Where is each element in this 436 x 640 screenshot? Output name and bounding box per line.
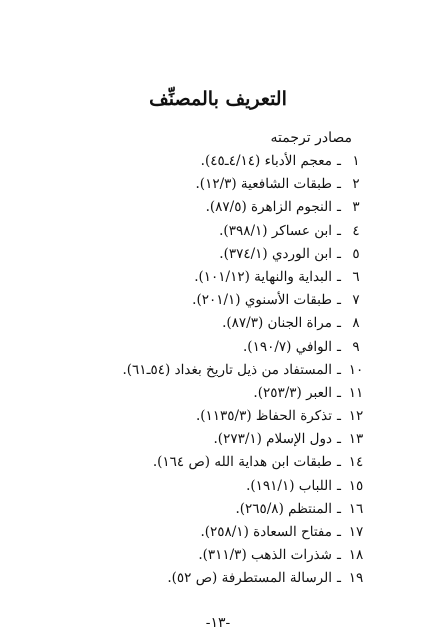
item-text: طبقات الأسنوي (٢٠١/١).: [192, 292, 332, 309]
sources-list: [56, 150, 366, 591]
item-text: النجوم الزاهرة (٨٧/٥).: [205, 199, 332, 216]
item-text: الوافي (١٩٠/٧).: [243, 338, 332, 355]
list-item: ٢ ـ طبقات الشافعية (١٢/٣).: [56, 173, 366, 196]
item-text: معجم الأدباء (٤/١٤ـ٤٥).: [200, 153, 332, 169]
item-number: ١٦: [348, 500, 364, 517]
item-text: طبقات الشافعية (١٢/٣).: [195, 176, 332, 193]
item-text: ابن الوردي (٣٧٤/١).: [219, 245, 332, 262]
item-text: دول الإسلام (٢٧٣/١).: [213, 431, 332, 448]
list-item: ٣ ـ النجوم الزاهرة (٨٧/٥).: [56, 196, 366, 219]
list-item: ١٧ ـ مفتاح السعادة (٢٥٨/١).: [56, 521, 366, 544]
list-item: ٩ ـ الوافي (١٩٠/٧).: [56, 336, 366, 359]
item-number: ١٧: [348, 524, 364, 540]
item-number: ٦: [352, 268, 360, 285]
list-item: ١٤ ـ طبقات ابن هداية الله (ص ١٦٤).: [56, 451, 366, 474]
chapter-title: التعريف بالمصنِّف: [149, 88, 287, 110]
list-item: ١ ـ معجم الأدباء (٤/١٤ـ٤٥).: [56, 150, 366, 173]
item-text: تذكرة الحفاظ (١١٣٥/٣).: [195, 408, 332, 425]
item-text: العبر (٢٥٣/٣).: [253, 384, 332, 401]
item-text: مراة الجنان (٨٧/٣).: [222, 315, 332, 332]
list-item: ١١ ـ العبر (٢٥٣/٣).: [56, 382, 366, 405]
item-number: ٣: [352, 199, 360, 216]
item-number: ١٩: [348, 570, 364, 587]
item-number: ١١: [348, 384, 364, 401]
list-item: ١٦ ـ المنتظم (٢٦٥/٨).: [56, 498, 366, 521]
item-number: ١٤: [348, 454, 364, 471]
item-number: ٥: [352, 245, 360, 262]
item-text: المنتظم (٢٦٥/٨).: [235, 500, 332, 517]
item-text: مفتاح السعادة (٢٥٨/١).: [200, 524, 332, 540]
list-item: ٤ ـ ابن عساكر (٣٩٨/١).: [56, 220, 366, 243]
item-number: ١٣: [348, 431, 364, 448]
list-item: ٥ ـ ابن الوردي (٣٧٤/١).: [56, 243, 366, 266]
item-text: ابن عساكر (٣٩٨/١).: [219, 222, 332, 239]
item-number: ١٥: [348, 477, 364, 494]
item-number: ٩: [352, 338, 360, 355]
list-item: ١٢ ـ تذكرة الحفاظ (١١٣٥/٣).: [56, 405, 366, 428]
list-item: ٨ ـ مراة الجنان (٨٧/٣).: [56, 312, 366, 335]
item-text: الرسالة المستطرفة (ص ٥٢).: [167, 570, 332, 587]
list-item: ١٥ ـ اللباب (١٩١/١).: [56, 475, 366, 498]
list-item: ١٠ ـ المستفاد من ذيل تاريخ بغداد (٥٤ـ٦١).: [56, 359, 366, 382]
item-number: ٧: [352, 292, 360, 309]
list-item: ١٩ ـ الرسالة المستطرفة (ص ٥٢).: [56, 567, 366, 590]
item-number: ٤: [352, 222, 360, 239]
item-text: البداية والنهاية (١٠١/١٢).: [194, 268, 332, 285]
section-subheading: مصادر ترجمته: [270, 130, 352, 146]
item-text: اللباب (١٩١/١).: [246, 477, 332, 494]
item-text: طبقات ابن هداية الله (ص ١٦٤).: [152, 454, 332, 471]
item-text: المستفاد من ذيل تاريخ بغداد (٥٤ـ٦١).: [122, 361, 332, 378]
item-number: ٢: [352, 176, 360, 193]
list-item: ١٨ ـ شذرات الذهب (٣١١/٣).: [56, 544, 366, 567]
item-number: ١٢: [348, 408, 364, 425]
item-number: ٨: [352, 315, 360, 332]
list-item: ٦ ـ البداية والنهاية (١٠١/١٢).: [56, 266, 366, 289]
page-number: -١٣-: [205, 615, 231, 631]
list-item: ١٣ ـ دول الإسلام (٢٧٣/١).: [56, 428, 366, 451]
item-text: شذرات الذهب (٣١١/٣).: [198, 547, 332, 564]
item-number: ١: [352, 153, 360, 169]
item-number: ١٠: [348, 361, 364, 378]
item-number: ١٨: [348, 547, 364, 564]
list-item: ٧ ـ طبقات الأسنوي (٢٠١/١).: [56, 289, 366, 312]
